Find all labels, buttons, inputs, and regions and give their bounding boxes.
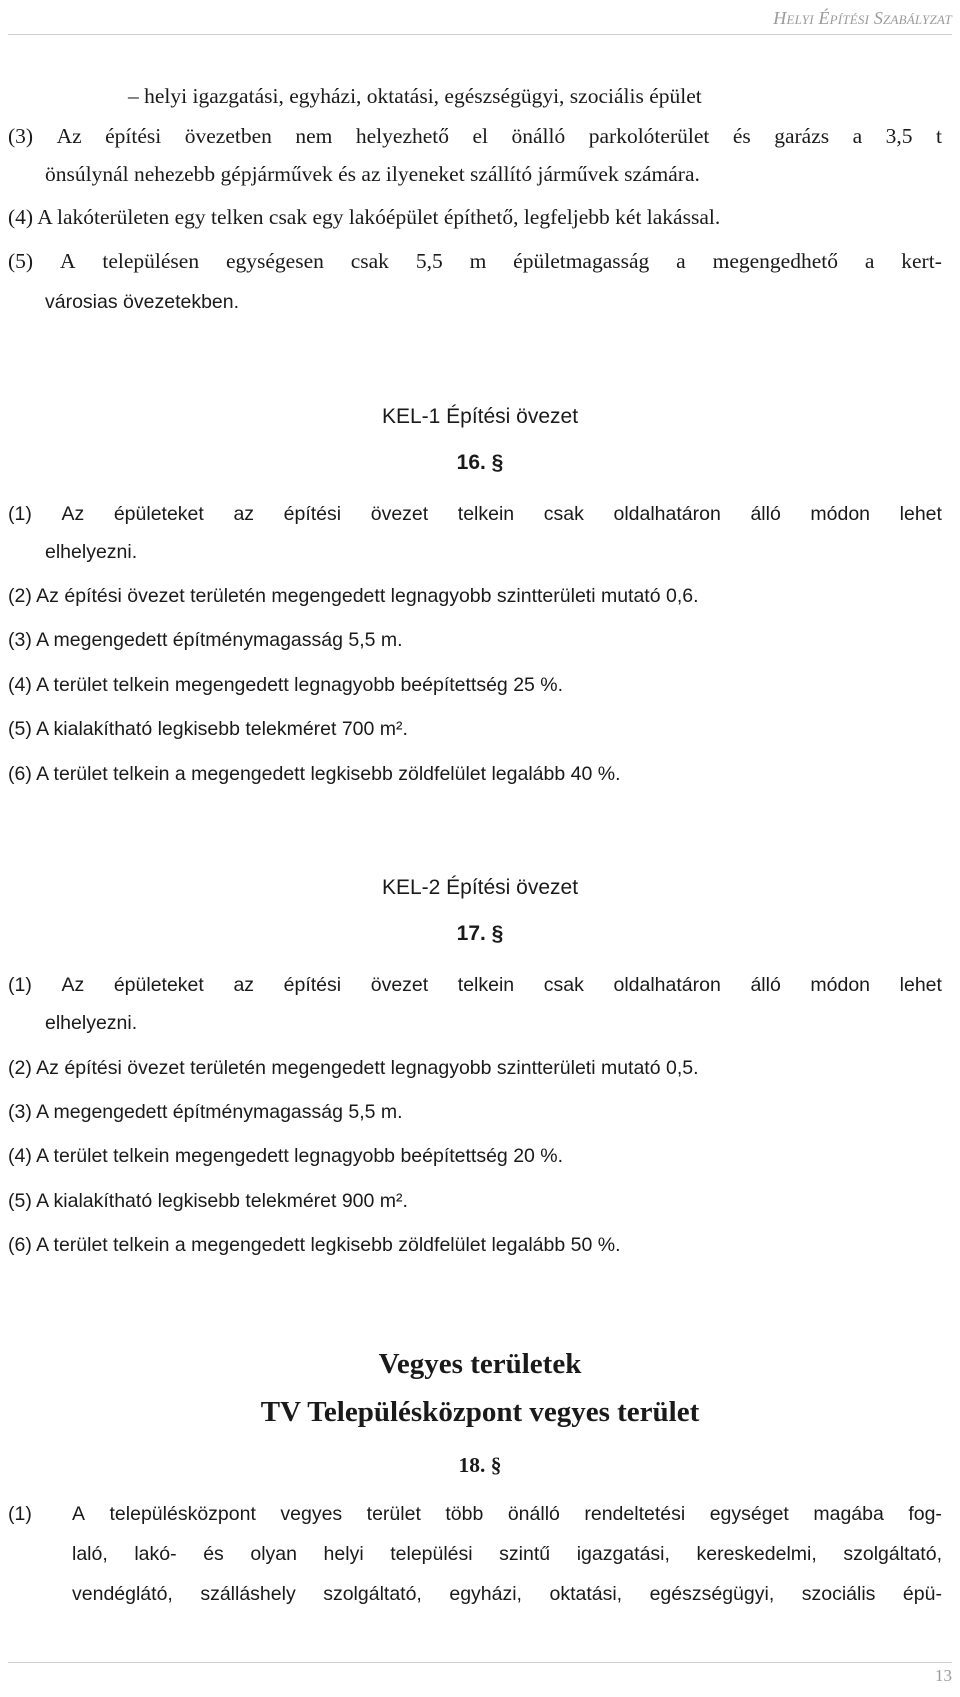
word: helyezhető <box>355 124 450 148</box>
kel1-paragraph-1-line-2: elhelyezni. <box>45 541 138 563</box>
word: települési <box>390 1543 473 1565</box>
justified-text <box>72 1583 942 1606</box>
word: övezet <box>370 974 429 996</box>
kel2-paragraph-2: (2) Az építési övezet területén megengedett legnagyobb szintterületi mutató 0,5. <box>8 1057 699 1079</box>
justified-text <box>72 1543 942 1566</box>
word: építési <box>105 124 162 148</box>
word: vegyes <box>280 1503 343 1525</box>
word: lehet <box>899 503 942 525</box>
word: lakó- <box>134 1543 177 1565</box>
word: vendéglátó, <box>72 1583 173 1605</box>
word: álló <box>750 974 781 996</box>
word: igazgatási, <box>576 1543 670 1565</box>
paragraph-3-line-2: önsúlynál nehezebb gépjárművek és az ilyeneket szállító járművek számára. <box>45 162 700 186</box>
dash-list-item: – helyi igazgatási, egyházi, oktatási, egészségügyi, szociális épület <box>128 84 702 108</box>
word: terület <box>366 1503 421 1525</box>
word: A <box>59 249 76 273</box>
word: (1) <box>8 503 32 525</box>
kel1-heading: KEL-1 Építési övezet <box>381 405 579 428</box>
tv-paragraph-1-line-2 <box>72 1543 942 1566</box>
tv-paragraph-1-number: (1) <box>8 1503 32 1525</box>
word: (1) <box>8 974 32 996</box>
kel1-paragraph-1-line-1 <box>8 503 942 526</box>
word: Az <box>56 124 82 148</box>
word: a <box>676 249 686 273</box>
tv-paragraph-1-line-1 <box>72 1503 942 1526</box>
word: egészségügyi, <box>649 1583 775 1605</box>
page-number: 13 <box>935 1666 952 1685</box>
word: szintű <box>499 1543 551 1565</box>
word: 5,5 <box>415 249 443 273</box>
kel2-paragraph-5: (5) A kialakítható legkisebb telekméret 900 m². <box>8 1190 408 1212</box>
word: megengedhető <box>712 249 838 273</box>
section-subtitle: TV Településközpont vegyes terület <box>260 1396 700 1428</box>
word: és <box>203 1543 224 1565</box>
word: laló, <box>72 1543 108 1565</box>
section-title: Vegyes területek <box>378 1348 582 1380</box>
kel1-section-number: 16. § <box>456 451 504 474</box>
word: településen <box>102 249 200 273</box>
word: olyan <box>250 1543 297 1565</box>
word: kert- <box>901 249 942 273</box>
word: magába <box>813 1503 884 1525</box>
word: el <box>472 124 489 148</box>
word: szociális <box>801 1583 876 1605</box>
word: építési <box>283 974 342 996</box>
justified-text <box>8 974 942 997</box>
word: álló <box>750 503 781 525</box>
word: A <box>72 1503 86 1525</box>
word: helyi <box>323 1543 364 1565</box>
word: parkolóterület <box>588 124 710 148</box>
word: a <box>864 249 875 273</box>
justified-text <box>8 124 942 149</box>
word: egyházi, <box>449 1583 522 1605</box>
word: t <box>936 124 942 148</box>
word: épületmagasság <box>513 249 650 273</box>
word: rendeltetési <box>584 1503 686 1525</box>
word: (5) <box>8 249 34 273</box>
word: épületeket <box>113 503 204 525</box>
paragraph-4: (4) A lakóterületen egy telken csak egy lakóépület építhető, legfeljebb két lakással. <box>8 205 721 229</box>
word: m <box>469 249 487 273</box>
word: övezet <box>370 503 429 525</box>
word: övezetben <box>184 124 272 148</box>
word: szolgáltató, <box>843 1543 942 1565</box>
paragraph-3-line-1 <box>8 124 942 149</box>
word: az <box>233 503 255 525</box>
kel1-paragraph-2: (2) Az építési övezet területén megengedett legnagyobb szintterületi mutató 0,6. <box>8 585 699 607</box>
word: szolgáltató, <box>323 1583 422 1605</box>
kel2-section-number: 17. § <box>456 922 504 945</box>
justified-text <box>8 249 942 274</box>
word: épületeket <box>113 974 204 996</box>
word: telkein <box>457 974 515 996</box>
word: kereskedelmi, <box>696 1543 817 1565</box>
word: csak <box>543 974 584 996</box>
word: csak <box>350 249 389 273</box>
word: módon <box>810 503 871 525</box>
word: módon <box>810 974 871 996</box>
word: a <box>852 124 863 148</box>
word: épü- <box>902 1583 942 1605</box>
word: önálló <box>507 1503 560 1525</box>
kel1-paragraph-5: (5) A kialakítható legkisebb telekméret 700 m². <box>8 718 408 740</box>
kel2-paragraph-1-line-1 <box>8 974 942 997</box>
kel1-paragraph-3: (3) A megengedett építménymagasság 5,5 m. <box>8 629 403 651</box>
word: oktatási, <box>549 1583 623 1605</box>
word: egységet <box>709 1503 789 1525</box>
running-header: Helyi Építési Szabályzat <box>773 8 952 28</box>
paragraph-5-line-1 <box>8 249 942 274</box>
word: fog- <box>908 1503 942 1525</box>
word: csak <box>543 503 584 525</box>
word: építési <box>283 503 342 525</box>
footer-divider <box>8 1662 952 1663</box>
word: szálláshely <box>200 1583 296 1605</box>
word: telkein <box>457 503 515 525</box>
word: nem <box>295 124 333 148</box>
word: oldalhatáron <box>613 974 721 996</box>
word: önálló <box>511 124 566 148</box>
kel1-paragraph-6: (6) A terület telkein a megengedett legkisebb zöldfelület legalább 40 %. <box>8 763 621 785</box>
header-divider <box>8 34 952 35</box>
kel2-paragraph-6: (6) A terület telkein a megengedett legkisebb zöldfelület legalább 50 %. <box>8 1234 621 1256</box>
word: az <box>233 974 255 996</box>
justified-text <box>72 1503 942 1526</box>
word: Az <box>61 974 85 996</box>
kel2-paragraph-4: (4) A terület telkein megengedett legnagyobb beépítettség 20 %. <box>8 1145 564 1167</box>
word: Az <box>61 503 85 525</box>
kel2-heading: KEL-2 Építési övezet <box>381 876 579 899</box>
justified-text <box>8 503 942 526</box>
word: településközpont <box>109 1503 256 1525</box>
word: több <box>445 1503 484 1525</box>
word: és <box>732 124 751 148</box>
word: garázs <box>774 124 830 148</box>
kel2-paragraph-1-line-2: elhelyezni. <box>45 1012 138 1034</box>
kel2-paragraph-3: (3) A megengedett építménymagasság 5,5 m. <box>8 1101 403 1123</box>
word: lehet <box>899 974 942 996</box>
tv-section-number: 18. § <box>458 1453 502 1477</box>
word: egységesen <box>225 249 324 273</box>
word: oldalhatáron <box>613 503 721 525</box>
paragraph-5-line-2: városias övezetekben. <box>45 291 240 313</box>
word: 3,5 <box>885 124 913 148</box>
kel1-paragraph-4: (4) A terület telkein megengedett legnagyobb beépítettség 25 %. <box>8 674 564 696</box>
word: (3) <box>8 124 34 148</box>
tv-paragraph-1-line-3 <box>72 1583 942 1606</box>
